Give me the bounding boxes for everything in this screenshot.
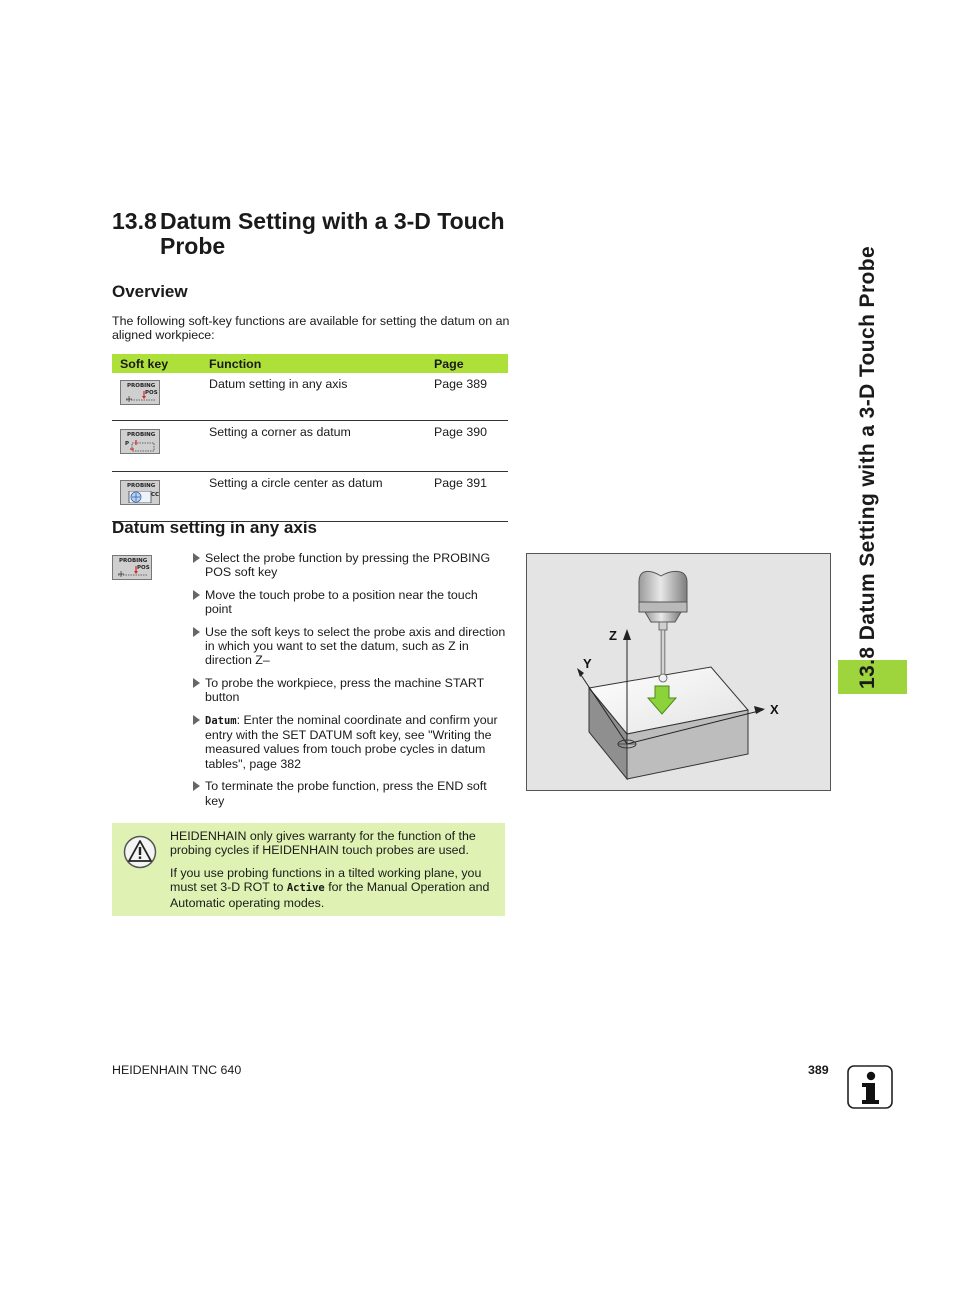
list-item	[192, 588, 507, 617]
step-code: Datum	[205, 714, 237, 727]
step-text: To probe the workpiece, press the machine START button	[205, 675, 484, 705]
function-cell: Datum setting in any axis	[209, 373, 434, 421]
table-row	[112, 421, 508, 472]
step-text: Use the soft keys to select the probe axis and direction in which you want to set the datum, such as Z in direction Z–	[205, 624, 506, 668]
softkey-cell	[112, 373, 209, 421]
bullet-arrow-icon	[193, 781, 200, 791]
list-item	[192, 551, 507, 580]
list-item	[192, 676, 507, 705]
probing-corner-softkey[interactable]	[120, 429, 160, 454]
list-item	[192, 779, 507, 808]
bullet-arrow-icon	[193, 678, 200, 688]
axis-label-z: Z	[609, 628, 617, 643]
softkey-label: PROBING	[127, 383, 156, 389]
probing-pos-softkey[interactable]	[120, 380, 160, 405]
axis-label-y: Y	[583, 656, 592, 671]
note-text: If you use probing functions in a tilted working plane, you must set 3-D ROT to	[170, 865, 482, 895]
softkey-label: PROBING	[127, 483, 156, 489]
softkey-label: POS	[145, 390, 158, 396]
header-function: Function	[209, 354, 434, 373]
warning-note	[112, 823, 505, 916]
softkey-label: PROBING	[119, 558, 148, 564]
softkey-cell	[112, 421, 209, 472]
chapter-number: 13.8	[112, 208, 157, 234]
probe-axis-icon	[124, 391, 158, 403]
softkey-table	[112, 354, 508, 522]
sidebar-title: 13.8 Datum Setting with a 3-D Touch Probe	[856, 245, 879, 689]
step-text: : Enter the nominal coordinate and confirm your entry with the SET DATUM soft key, see "Writing the measured values from touch probe cycles in datum tables", page 382	[205, 712, 498, 771]
note-text: for the Manual Operation and Automatic operating modes.	[170, 880, 490, 910]
chapter-title-line2: Probe	[160, 233, 226, 259]
table-header-row	[112, 354, 508, 373]
softkey-label: CC	[151, 492, 160, 498]
overview-intro: The following soft-key functions are available for setting the datum on an aligned workpiece:	[112, 314, 510, 342]
softkey-label: P	[125, 441, 130, 447]
softkey-label: POS	[137, 565, 150, 571]
function-cell: Setting a circle center as datum	[209, 472, 434, 522]
touch-probe-figure	[526, 553, 831, 791]
probing-cc-softkey[interactable]	[120, 480, 160, 505]
step-list	[192, 551, 507, 816]
chapter-title	[112, 209, 532, 259]
header-softkey: Soft key	[112, 354, 209, 373]
warning-icon	[123, 835, 157, 869]
softkey-label: PROBING	[127, 432, 156, 438]
bullet-arrow-icon	[193, 715, 200, 725]
page-cell[interactable]: Page 391	[434, 472, 508, 522]
header-page: Page	[434, 354, 508, 373]
probing-pos-softkey[interactable]	[112, 555, 152, 580]
page-cell[interactable]: Page 390	[434, 421, 508, 472]
info-icon[interactable]	[847, 1065, 893, 1109]
page-cell[interactable]: Page 389	[434, 373, 508, 421]
step-text: Select the probe function by pressing the PROBING POS soft key	[205, 551, 491, 580]
corner-icon	[124, 440, 158, 452]
chapter-title-line1: Datum Setting with a 3-D Touch	[160, 208, 505, 234]
note-paragraph: HEIDENHAIN only gives warranty for the function of the probing cycles if HEIDENHAIN touch probes are used.	[170, 829, 476, 858]
note-code: Active	[286, 882, 325, 895]
page-number: 389	[808, 1063, 829, 1077]
list-item	[192, 713, 507, 772]
function-cell: Setting a corner as datum	[209, 421, 434, 472]
datum-any-axis-heading: Datum setting in any axis	[112, 518, 317, 537]
footer-product: HEIDENHAIN TNC 640	[112, 1063, 242, 1077]
softkey-cell	[112, 472, 209, 522]
circle-center-icon	[124, 491, 158, 503]
step-text: Move the touch probe to a position near the touch point	[205, 587, 478, 617]
table-row	[112, 373, 508, 421]
overview-heading: Overview	[112, 282, 188, 301]
step-text: To terminate the probe function, press the END soft key	[205, 779, 487, 808]
probe-axis-icon	[116, 566, 150, 578]
axis-label-x: X	[770, 702, 779, 717]
probe-illustration	[527, 554, 830, 790]
table-row	[112, 472, 508, 522]
list-item	[192, 625, 507, 668]
note-paragraph	[170, 866, 498, 910]
bullet-arrow-icon	[193, 590, 200, 600]
bullet-arrow-icon	[193, 627, 200, 637]
bullet-arrow-icon	[193, 553, 200, 563]
